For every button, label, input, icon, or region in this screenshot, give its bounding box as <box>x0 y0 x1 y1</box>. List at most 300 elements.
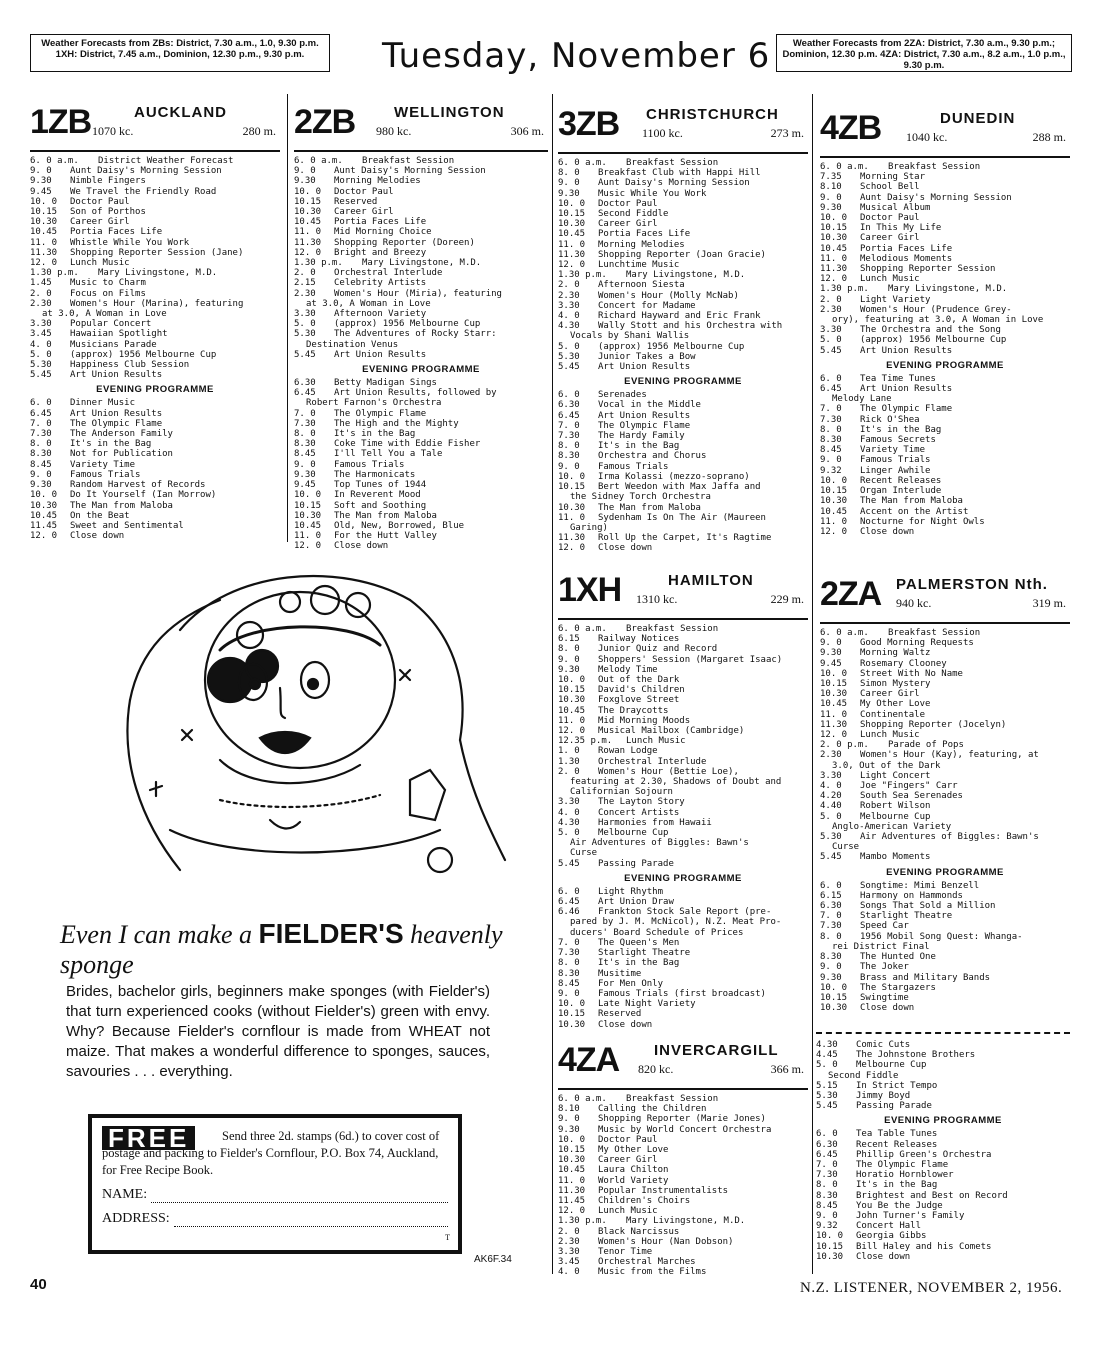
programme-title: South Sea Serenades <box>860 791 963 802</box>
programme-title: (approx) 1956 Melbourne Cup <box>598 341 745 352</box>
programme-title: Doctor Paul <box>334 186 394 197</box>
programme-row <box>30 268 280 278</box>
programme-time: 12. 0 <box>294 247 322 258</box>
programme-title: Californian Sojourn <box>570 787 673 798</box>
programme-row <box>558 838 808 848</box>
programme-row <box>294 217 548 227</box>
programme-title: Second Fiddle <box>828 1070 899 1081</box>
coupon-name-row <box>102 1187 448 1203</box>
station-frequency: 1070 kc. <box>92 124 134 138</box>
station-wavelength: 306 m. <box>510 124 544 138</box>
programme-title: The Queen's Men <box>598 937 680 948</box>
programme-row <box>294 398 548 408</box>
programme-title: The Layton Story <box>598 797 685 808</box>
programme-title: Shoppers' Session (Margaret Isaac) <box>598 654 783 665</box>
station-wavelength: 229 m. <box>770 592 804 606</box>
programme-time: 10.45 <box>558 705 586 716</box>
programme-row <box>558 859 808 869</box>
coupon-name-field[interactable] <box>151 1190 448 1203</box>
programme-row <box>558 706 808 716</box>
programme-row <box>30 429 280 439</box>
programme-time: 9.45 <box>820 658 842 669</box>
programme-row <box>558 250 808 260</box>
programme-row <box>820 1003 1070 1013</box>
column-rule <box>812 94 813 1274</box>
programme-row <box>558 441 808 451</box>
programme-time: 6.45 <box>816 1149 838 1160</box>
ad-code: AK6F.34 <box>474 1254 512 1265</box>
programme-row <box>30 409 280 419</box>
programme-row <box>820 730 1070 740</box>
programme-time: 6. 0 <box>820 880 842 891</box>
programme-row <box>558 999 808 1009</box>
programme-time: 7.30 <box>820 921 842 932</box>
programme-title: Horatio Hornblower <box>856 1170 954 1181</box>
programme-title: Morning Melodies <box>598 239 685 250</box>
programme-time: 9. 0 <box>558 178 580 189</box>
programme-time: 10.30 <box>294 510 322 521</box>
programme-row <box>30 370 280 380</box>
programme-row <box>820 295 1070 305</box>
programme-time: 10. 0 <box>820 668 848 679</box>
programme-row <box>294 329 548 339</box>
programme-title: Black Narcissus <box>598 1226 680 1237</box>
programme-title: Melody Time <box>598 664 658 675</box>
programme-row <box>820 445 1070 455</box>
evening-programme-heading: EVENING PROGRAMME <box>886 866 1004 878</box>
programme-time: 6. 0 a.m. <box>820 628 869 638</box>
programme-row <box>30 238 280 248</box>
programme-title: Art Union Results <box>598 362 691 373</box>
programme-title: Bert Weedon with Max Jaffa and <box>598 482 761 493</box>
programme-title: Railway Notices <box>598 634 680 645</box>
programme-title: Lunch Music <box>860 274 920 285</box>
programme-title: Son of Porthos <box>70 207 146 218</box>
programme-title: Art Union Draw <box>598 897 674 908</box>
programme-title: Celebrity Artists <box>334 278 427 289</box>
programme-title: Robert Farnon's Orchestra <box>306 398 442 409</box>
programme-time: 6. 0 a.m. <box>820 162 869 172</box>
programme-title: Tea Time Tunes <box>860 373 936 384</box>
programme-row <box>558 1176 808 1186</box>
programme-time: 5. 0 <box>294 319 316 330</box>
programme-title: Music to Charm <box>70 278 146 289</box>
programme-time: 4.45 <box>816 1050 838 1061</box>
programme-row <box>816 1252 1070 1262</box>
station-wavelength: 288 m. <box>1032 130 1066 144</box>
programme-title: Georgia Gibbs <box>856 1231 927 1242</box>
programme-title: District Weather Forecast <box>98 156 234 166</box>
programme-time: 9. 0 <box>558 988 580 999</box>
programme-row <box>30 217 280 227</box>
programme-time: 10. 0 <box>558 471 586 482</box>
programme-time: 4.30 <box>558 321 580 332</box>
programme-time: 10. 0 <box>30 490 58 501</box>
programme-title: Old, New, Borrowed, Blue <box>334 520 465 531</box>
programme-row <box>816 1201 1070 1211</box>
programme-time: 12. 0 <box>558 260 586 271</box>
programme-time: 10.30 <box>558 695 586 706</box>
programme-row <box>558 887 808 897</box>
ad-headline-pre: Even I can make a <box>60 920 253 949</box>
programme-time: 9. 0 <box>294 166 316 177</box>
programme-time: 10.45 <box>820 699 848 710</box>
programme-title: Happiness Club Session <box>70 360 190 371</box>
programme-time: 1.30 p.m. <box>558 270 607 281</box>
programme-title: Women's Hour (Miria), featuring <box>334 288 502 299</box>
programme-row <box>820 384 1070 394</box>
programme-time: 3.45 <box>558 1257 580 1268</box>
programme-row <box>30 439 280 449</box>
programme-row <box>816 1180 1070 1190</box>
programme-row <box>294 278 548 288</box>
programme-time: 1.30 p.m. <box>294 258 343 269</box>
programme-row <box>294 490 548 500</box>
programme-row <box>30 176 280 186</box>
programme-title: Soft and Soothing <box>334 500 427 511</box>
programme-time: 8.45 <box>820 445 842 456</box>
programme-row <box>816 1140 1070 1150</box>
station-header <box>558 570 808 620</box>
programme-row <box>820 517 1070 527</box>
programme-row <box>558 917 808 927</box>
station-city: DUNEDIN <box>940 110 1016 127</box>
station-header <box>820 108 1070 158</box>
programme-time: 3.30 <box>558 797 580 808</box>
programme-time: 4. 0 <box>30 339 52 350</box>
station-2za <box>820 574 1070 1013</box>
programme-time: 11. 0 <box>294 531 322 542</box>
programme-row <box>558 1114 808 1124</box>
programme-time: 11. 0 <box>820 253 848 264</box>
programme-row <box>558 158 808 168</box>
programme-time: 10.15 <box>558 209 586 220</box>
programme-time: 12. 0 <box>820 730 848 741</box>
programme-title: Portia Faces Life <box>70 227 163 238</box>
programme-time: 8. 0 <box>558 958 580 969</box>
programme-time: 9.30 <box>294 176 316 187</box>
station-call-sign: 2ZB <box>294 103 356 141</box>
programme-time: 8.30 <box>820 952 842 963</box>
programme-title: Second Fiddle <box>598 209 669 220</box>
programme-time: 9.30 <box>558 188 580 199</box>
programme-title: Concert for Madame <box>598 300 696 311</box>
programme-title: David's Children <box>598 685 685 696</box>
programme-title: Melbourne Cup <box>856 1060 927 1071</box>
programme-row <box>820 942 1070 952</box>
programme-row <box>558 229 808 239</box>
programme-title: It's in the Bag <box>856 1180 938 1191</box>
programme-time: 6.30 <box>820 901 842 912</box>
programme-row <box>294 470 548 480</box>
station-call-sign: 4ZB <box>820 109 882 147</box>
evening-programme-heading: EVENING PROGRAMME <box>886 359 1004 371</box>
programme-row <box>820 374 1070 384</box>
programme-row <box>558 199 808 209</box>
programme-time: 3.30 <box>820 770 842 781</box>
programme-title: Destination Venus <box>306 339 399 350</box>
programme-time: 6.45 <box>558 410 580 421</box>
programme-row <box>558 209 808 219</box>
programme-row <box>558 928 808 938</box>
programme-time: 12. 0 <box>820 274 848 285</box>
programme-row <box>558 390 808 400</box>
programme-row <box>558 979 808 989</box>
programme-row <box>558 178 808 188</box>
programme-row <box>558 301 808 311</box>
programme-row <box>30 227 280 237</box>
programme-time: 9. 0 <box>820 455 842 466</box>
programme-time: 6.30 <box>558 400 580 411</box>
programme-row <box>294 419 548 429</box>
programme-title: Starlight Theatre <box>598 948 691 959</box>
station-city: CHRISTCHURCH <box>646 106 779 123</box>
programme-time: 7. 0 <box>820 404 842 415</box>
programme-row <box>294 429 548 439</box>
programme-time: 4.40 <box>820 801 842 812</box>
programme-row <box>294 156 548 166</box>
programme-title: Calling the Children <box>598 1104 707 1115</box>
programme-time: 9. 0 <box>558 461 580 472</box>
programme-title: Roll Up the Carpet, It's Ragtime <box>598 533 772 544</box>
programme-row <box>30 521 280 531</box>
programme-row <box>820 832 1070 842</box>
programme-time: 7.30 <box>294 418 316 429</box>
programme-row <box>30 360 280 370</box>
station-city: WELLINGTON <box>394 104 505 121</box>
programme-row <box>816 1160 1070 1170</box>
programme-title: The Man from Maloba <box>860 496 963 507</box>
programme-title: Doctor Paul <box>70 196 130 207</box>
programme-title: Linger Awhile <box>860 465 931 476</box>
programme-title: Aunt Daisy's Morning Session <box>334 166 486 177</box>
programme-title: Mary Livingstone, M.D. <box>362 258 482 269</box>
programme-title: Orchestra and Chorus <box>598 451 707 462</box>
programme-row <box>30 289 280 299</box>
coupon-address-label: ADDRESS: <box>102 1211 170 1226</box>
programme-row <box>294 289 548 299</box>
programme-row <box>558 655 808 665</box>
programme-row <box>294 227 548 237</box>
programme-title: Music from the Films <box>598 1267 707 1278</box>
programme-row <box>30 419 280 429</box>
programme-time: 10.30 <box>558 1155 586 1166</box>
programme-title: Orchestral Interlude <box>334 268 443 279</box>
programme-row <box>294 501 548 511</box>
programme-time: 5.45 <box>294 349 316 360</box>
programme-row <box>558 240 808 250</box>
programme-title: Organ Interlude <box>860 486 942 497</box>
programme-time: 5. 0 <box>820 335 842 346</box>
day-programme-list <box>558 624 808 869</box>
programme-row <box>820 425 1070 435</box>
programme-time: 6.45 <box>30 408 52 419</box>
programme-title: Breakfast Session <box>626 158 719 168</box>
programme-title: Musicians Parade <box>70 339 157 350</box>
programme-title: Parade of Pops <box>888 740 964 751</box>
programme-title: 1956 Mobil Song Quest: Whanga- <box>860 931 1023 942</box>
programme-title: the Sidney Torch Orchestra <box>570 492 711 503</box>
programme-time: 11.30 <box>558 1185 586 1196</box>
programme-title: We Travel the Friendly Road <box>70 186 217 197</box>
programme-row <box>558 665 808 675</box>
programme-time: 11. 0 <box>294 227 322 238</box>
programme-title: Morning Waltz <box>860 648 931 659</box>
programme-time: 8. 0 <box>30 439 52 450</box>
programme-title: Career Girl <box>860 233 920 244</box>
programme-row <box>820 486 1070 496</box>
programme-time: 10.30 <box>820 233 848 244</box>
programme-row <box>558 716 808 726</box>
programme-row <box>294 511 548 521</box>
programme-time: 6. 0 a.m. <box>30 156 79 166</box>
programme-row <box>558 938 808 948</box>
programme-row <box>294 409 548 419</box>
station-header <box>30 102 280 152</box>
programme-row <box>294 166 548 176</box>
station-frequency: 980 kc. <box>376 124 412 138</box>
programme-title: rei District Final <box>832 941 930 952</box>
station-wavelength: 273 m. <box>770 126 804 140</box>
programme-row <box>294 248 548 258</box>
programme-time: 10.45 <box>294 217 322 228</box>
programme-title: pared by J. M. McNicol), N.Z. Meat Pro- <box>570 917 782 928</box>
programme-time: 8.30 <box>820 435 842 446</box>
programme-title: Women's Hour (Molly McNab) <box>598 290 739 301</box>
programme-row <box>558 411 808 421</box>
programme-row <box>558 1186 808 1196</box>
evening-programme-list <box>820 881 1070 1014</box>
ad-body-copy: Brides, bachelor girls, beginners make sponges (with Fielder's) that turn experienced cooks (without Fielder's) green with envy. Why? Because Fielder's cornflour is made from WHEAT not maize. That makes a wonderful difference to sponges, sauces, savouries . . . everything. <box>66 983 490 1080</box>
programme-time: 10.30 <box>816 1251 844 1262</box>
programme-title: Popular Instrumentalists <box>598 1185 729 1196</box>
programme-time: 6. 0 a.m. <box>294 156 343 166</box>
programme-title: Accent on the Artist <box>860 506 969 517</box>
programme-title: Passing Parade <box>598 858 674 869</box>
programme-row <box>558 989 808 999</box>
programme-row <box>30 166 280 176</box>
station-wavelength: 280 m. <box>242 124 276 138</box>
programme-time: 8.10 <box>820 182 842 193</box>
programme-time: 9. 0 <box>294 459 316 470</box>
programme-time: 10.45 <box>558 1165 586 1176</box>
programme-time: 8. 0 <box>816 1180 838 1191</box>
programme-row <box>558 897 808 907</box>
programme-title: Portia Faces Life <box>860 243 953 254</box>
programme-time: 10.15 <box>558 685 586 696</box>
programme-row <box>558 726 808 736</box>
programme-time: 9.30 <box>30 480 52 491</box>
programme-time: 4. 0 <box>820 781 842 792</box>
programme-title: Recent Releases <box>856 1139 938 1150</box>
programme-title: Lunchtime Music <box>598 260 680 271</box>
programme-time: 11.30 <box>30 247 58 258</box>
programme-time: 10. 0 <box>820 475 848 486</box>
programme-row <box>820 325 1070 335</box>
programme-time: 11.45 <box>30 520 58 531</box>
programme-title: Morning Melodies <box>334 176 421 187</box>
programme-title: Shopping Reporter (Doreen) <box>334 237 475 248</box>
programme-row <box>820 305 1070 315</box>
programme-time: 8.30 <box>816 1190 838 1201</box>
programme-row <box>30 319 280 329</box>
programme-title: Simon Mystery <box>860 679 931 690</box>
bride-illustration <box>110 560 520 890</box>
programme-title: Shopping Reporter Session (Jane) <box>70 247 244 258</box>
programme-time: 5.45 <box>558 858 580 869</box>
programme-title: The Olympic Flame <box>334 408 427 419</box>
programme-title: Light Rhythm <box>598 886 664 897</box>
programme-time: 10. 0 <box>820 982 848 993</box>
programme-row <box>820 638 1070 648</box>
programme-title: at 3.0, A Woman in Love <box>42 309 167 320</box>
programme-title: Breakfast Session <box>888 628 981 638</box>
programme-title: Close down <box>334 541 389 552</box>
programme-title: Bill Haley and his Comets <box>856 1241 992 1252</box>
programme-title: Hawaiian Spotlight <box>70 329 168 340</box>
programme-time: 11. 0 <box>558 1175 586 1186</box>
programme-title: Famous Trials <box>334 459 405 470</box>
programme-title: Mid Morning Choice <box>334 227 432 238</box>
programme-time: 11. 0 <box>820 709 848 720</box>
programme-time: 12.35 p.m. <box>558 736 613 747</box>
programme-row <box>816 1150 1070 1160</box>
section-divider <box>816 1032 1070 1034</box>
programme-row <box>820 852 1070 862</box>
station-header <box>558 1040 808 1090</box>
programme-title: The Orchestra and the Song <box>860 325 1001 336</box>
programme-title: Career Girl <box>598 1155 658 1166</box>
programme-title: The Man from Maloba <box>598 502 701 513</box>
programme-time: 8. 0 <box>558 644 580 655</box>
programme-time: 9.30 <box>820 202 842 213</box>
programme-time: 5. 0 <box>820 811 842 822</box>
programme-time: 2. 0 p.m. <box>820 740 869 751</box>
programme-title: Doctor Paul <box>598 198 658 209</box>
programme-row <box>30 329 280 339</box>
column-rule <box>287 94 288 542</box>
programme-row <box>820 891 1070 901</box>
programme-title: Songtime: Mimi Benzell <box>860 880 980 891</box>
programme-time: 7. 0 <box>820 911 842 922</box>
programme-title: Famous Trials <box>598 461 669 472</box>
programme-row <box>30 309 280 319</box>
programme-row <box>30 470 280 480</box>
programme-time: 11.30 <box>558 249 586 260</box>
programme-row <box>30 398 280 408</box>
programme-time: 10. 0 <box>558 675 586 686</box>
programme-time: 8. 0 <box>294 429 316 440</box>
ad-coupon <box>88 1114 462 1254</box>
programme-time: 10.30 <box>558 1019 586 1030</box>
programme-row <box>820 628 1070 638</box>
coupon-address-field[interactable] <box>174 1214 448 1227</box>
programme-title: Orchestral Marches <box>598 1257 696 1268</box>
programme-row <box>558 757 808 767</box>
programme-row <box>294 238 548 248</box>
programme-time: 10.45 <box>294 520 322 531</box>
programme-time: 10. 0 <box>558 1134 586 1145</box>
programme-time: 7.30 <box>30 429 52 440</box>
programme-title: Concert Hall <box>856 1221 922 1232</box>
programme-row <box>816 1129 1070 1139</box>
programme-row <box>30 501 280 511</box>
station-header <box>820 574 1070 624</box>
programme-title: Do It Yourself (Ian Morrow) <box>70 490 217 501</box>
programme-title: Aunt Daisy's Morning Session <box>860 192 1012 203</box>
programme-title: Recent Releases <box>860 475 942 486</box>
programme-row <box>558 331 808 341</box>
